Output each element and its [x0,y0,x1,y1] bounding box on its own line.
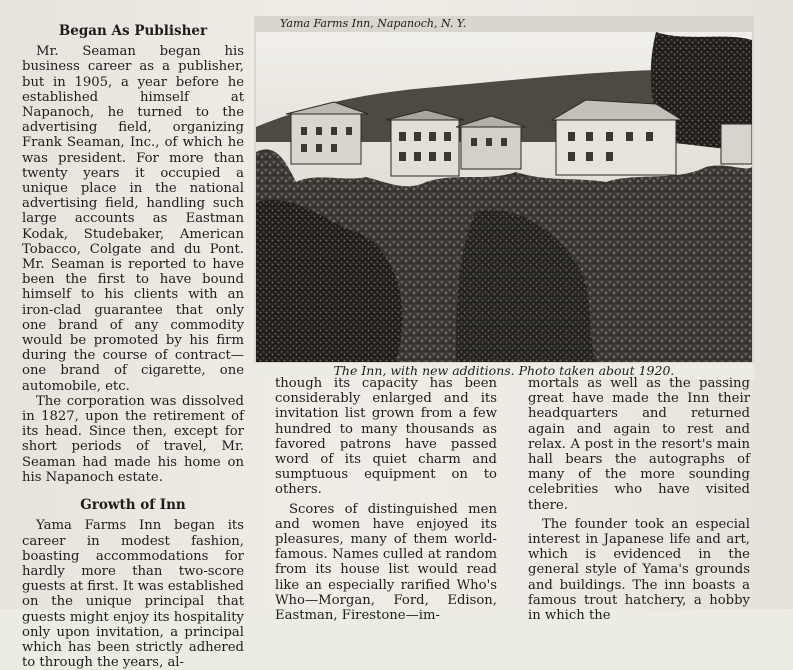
section-heading-publisher: Began As Publisher [58,23,208,39]
paragraph: The founder took an especial interest in Japanese life and art, which is evidenced in the general style of Yama's grounds and buildings. The inn boasts a famous trout hatchery, a hobby in which the [528,516,750,624]
paragraph: The corporation was dissolved in 1827, upon the retirement of its head. Since then, except for short periods of travel, Mr. Seaman had made his home on his Napanoch estate. [22,393,244,485]
paragraph: Scores of distinguished men and women have enjoyed its pleasures, many of them world-famous. Names culled at random from its house list would read like an especially rarified Who's Who—Morgan, Ford, Edison, Eastman, Firestone—im- [275,501,497,624]
photo-header: Yama Farms Inn, Napanoch, N. Y. [280,17,467,30]
paragraph: mortals as well as the passing great have made the Inn their headquarters and returned again and again to rest and relax. A post in the resort's main hall bears the autographs of many of the more sounding celebrities who have visited there. [528,376,750,513]
inn-photo-illustration [256,32,752,362]
paragraph: Yama Farms Inn began its career in modest fashion, boasting accommodations for hardly more than two-score guests at first. It was established on the unique principal that guests might enjoy its hospitality only upon invitation, a principal which has been strictly adhered to through the years, al- [22,518,244,670]
photo-caption: The Inn, with new additions. Photo taken about 1920. [254,363,754,379]
section-heading-growth: Growth of Inn [80,497,186,514]
article-column-1 [22,24,244,670]
paragraph: Mr. Seaman began his business career as a publisher, but in 1905, a year before he established himself at Napanoch, he turned to the advertising field, organizing Frank Seaman, Inc., of which he was president. For more than twenty years it occupied a unique place in the national advertising field, handling such large accounts as Eastman Kodak, Studebaker, American Tobacco, Colgate and du Pont. Mr. Seaman is reported to have been the first to have bound himself to his clients with an iron-clad guarantee that only one brand of any commodity would be promoted by his firm during the course of contract—one brand of cigarette, one automobile, etc. [22,44,244,394]
paragraph: though its capacity has been considerably enlarged and its invitation list grown from a few hundred to many thousands as favored patrons have passed word of its quiet charm and sumptuous equipment on to others. [275,376,497,498]
inn-photograph [256,32,752,362]
article-column-2 [275,376,497,623]
article-column-3 [528,376,750,623]
photo-block [254,16,754,378]
